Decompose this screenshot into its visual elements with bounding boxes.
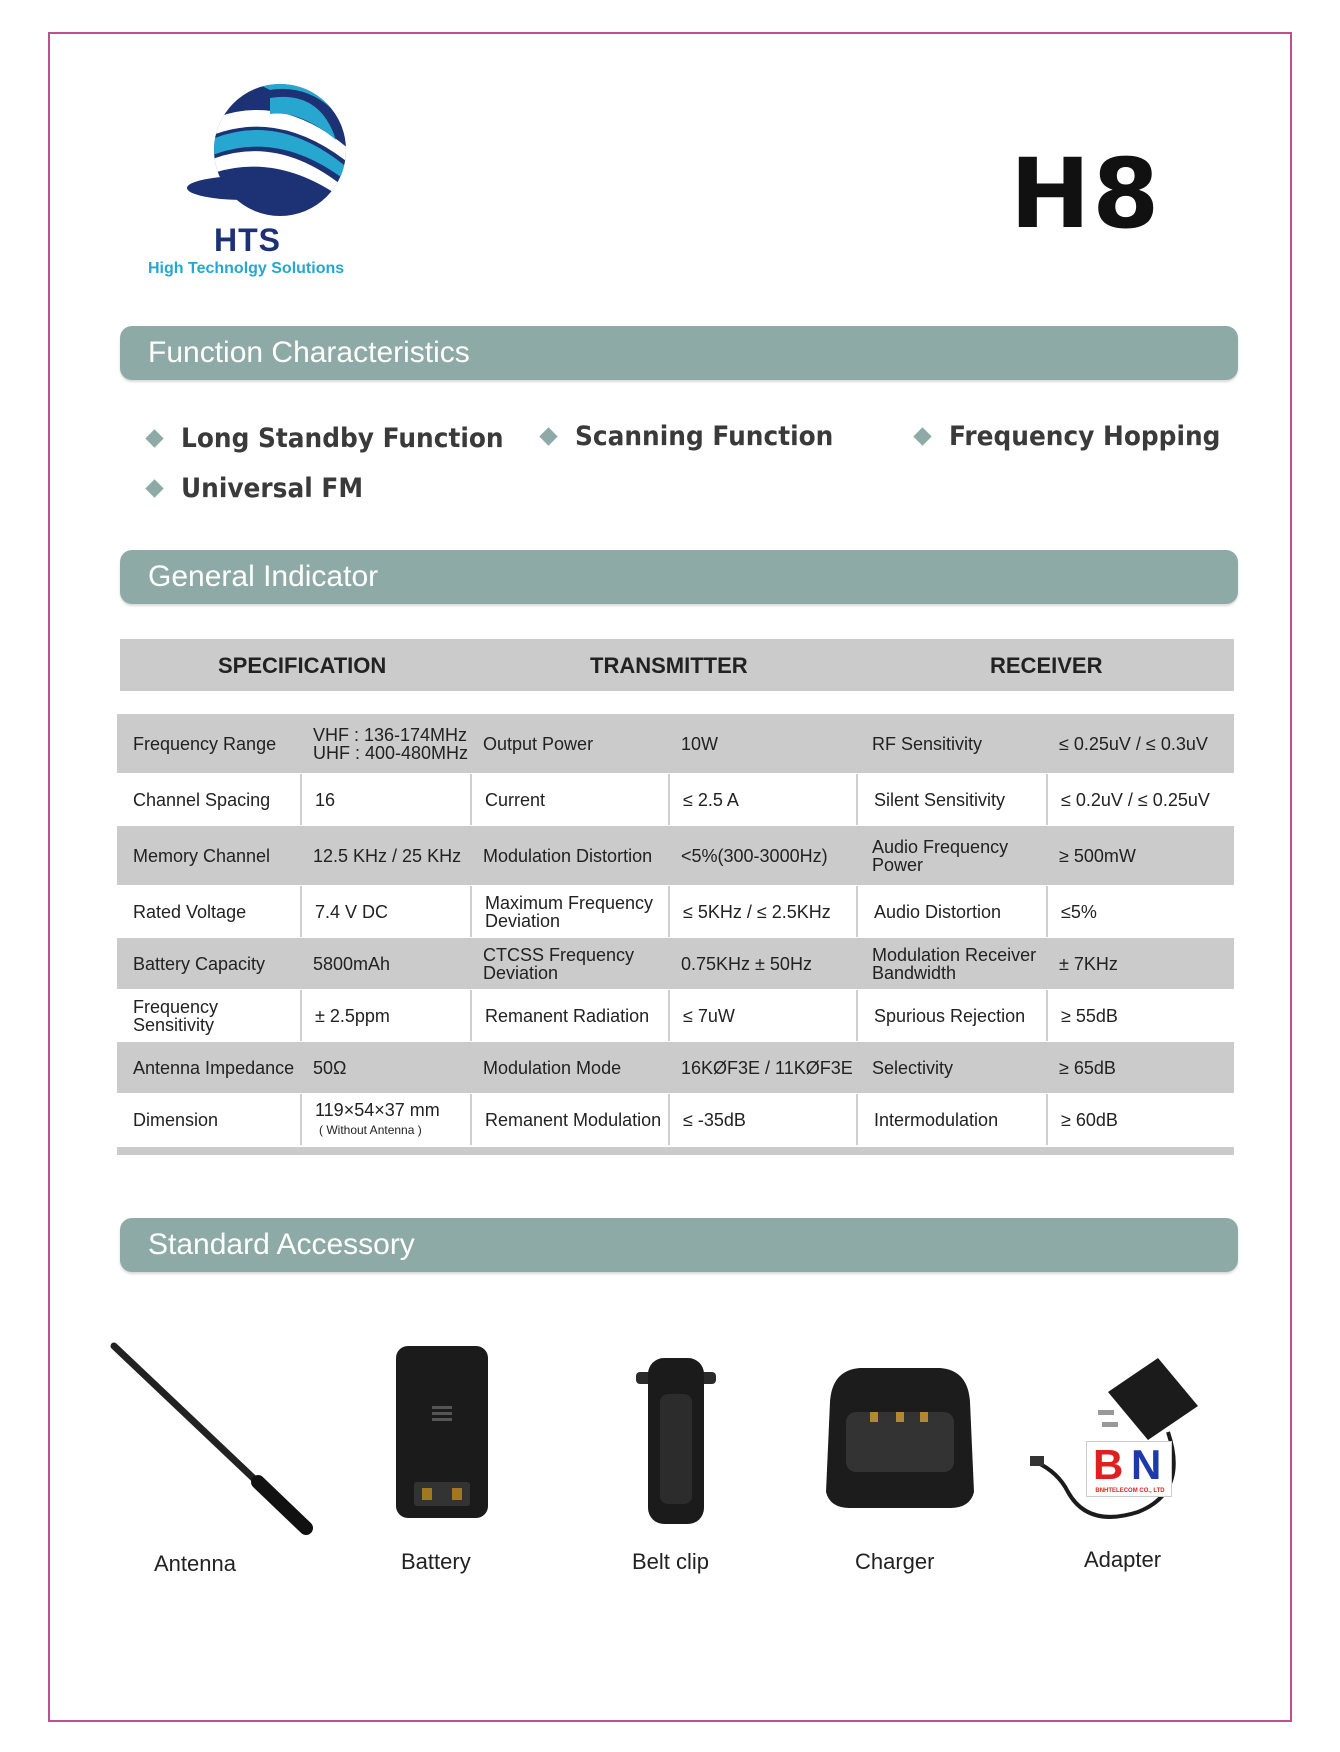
feature-item xyxy=(148,473,379,504)
rx-name xyxy=(856,990,1046,1041)
spec-value-text: ± 2.5ppm xyxy=(315,1005,390,1026)
table-row xyxy=(117,1042,1234,1094)
section-title: Function Characteristics xyxy=(148,336,470,369)
tx-name xyxy=(470,1042,668,1093)
tx-value xyxy=(668,1042,856,1093)
tx-value-text: 0.75KHz ± 50Hz xyxy=(681,953,812,974)
section-function xyxy=(120,326,1238,380)
spec-name xyxy=(117,826,300,885)
spec-name-text: Frequency Range xyxy=(133,733,277,754)
tx-name xyxy=(470,714,668,773)
watermark-letter: N xyxy=(1131,1441,1162,1488)
tx-value xyxy=(668,774,856,825)
rx-name-text: Audio Frequency Power xyxy=(872,836,1009,875)
tx-value xyxy=(668,826,856,885)
tx-name xyxy=(470,938,668,989)
spec-name-text: Battery Capacity xyxy=(133,953,266,974)
section-title: General Indicator xyxy=(148,560,379,593)
table-row xyxy=(117,714,1234,774)
table-row xyxy=(117,1094,1234,1146)
rx-value xyxy=(1046,826,1234,885)
rx-name xyxy=(856,1094,1046,1145)
spec-value xyxy=(300,774,470,825)
rx-name-text: RF Sensitivity xyxy=(872,733,983,754)
dimension-note: ( Without Antenna ) xyxy=(319,1122,422,1137)
tx-name-text: Modulation Mode xyxy=(483,1057,622,1078)
rx-name-text: Spurious Rejection xyxy=(874,1005,1026,1026)
spec-name-text: Antenna Impedance xyxy=(133,1057,295,1078)
table-bottom-rule xyxy=(117,1147,1234,1155)
rx-value-text: ≤ 0.2uV / ≤ 0.25uV xyxy=(1061,789,1210,810)
spec-value-text: 12.5 KHz / 25 KHz xyxy=(313,845,462,866)
section-title: Standard Accessory xyxy=(148,1228,415,1261)
table-header xyxy=(120,639,1234,691)
diamond-bullet-icon xyxy=(539,427,557,445)
spec-value xyxy=(300,1094,470,1145)
rx-name xyxy=(856,938,1046,989)
tx-value xyxy=(668,714,856,773)
rx-name xyxy=(856,774,1046,825)
tx-value-text: ≤ 2.5 A xyxy=(683,789,739,810)
spec-value-text: 50Ω xyxy=(313,1057,347,1078)
diamond-bullet-icon xyxy=(145,429,163,447)
tx-value xyxy=(668,938,856,989)
rx-value-text: ≥ 55dB xyxy=(1061,1005,1118,1026)
battery-image xyxy=(392,1342,492,1522)
spec-name-text: Channel Spacing xyxy=(133,789,271,810)
rx-value xyxy=(1046,1094,1234,1145)
feature-item xyxy=(916,421,1244,452)
rx-name xyxy=(856,714,1046,773)
rx-value xyxy=(1046,714,1234,773)
spec-name xyxy=(117,1094,300,1145)
tx-name-text: Remanent Radiation xyxy=(485,1005,650,1026)
spec-value-text: VHF : 136-174MHz UHF : 400-480MHz xyxy=(313,724,469,763)
tx-name xyxy=(470,826,668,885)
tx-name xyxy=(470,990,668,1041)
section-general xyxy=(120,550,1238,604)
rx-name-text: Silent Sensitivity xyxy=(874,789,1006,810)
spec-value xyxy=(300,826,470,885)
rx-value xyxy=(1046,990,1234,1041)
spec-name xyxy=(117,990,300,1041)
spec-name-text: Frequency Sensitivity xyxy=(133,996,219,1035)
spec-value-text: 16 xyxy=(315,789,336,810)
spec-name-text: Dimension xyxy=(133,1109,219,1130)
tx-name xyxy=(470,774,668,825)
rx-name xyxy=(856,1042,1046,1093)
rx-name xyxy=(856,826,1046,885)
section-accessory xyxy=(120,1218,1238,1272)
tx-name-text: Maximum Frequency Deviation xyxy=(485,892,654,931)
watermark-letter: B xyxy=(1093,1441,1124,1488)
table-row xyxy=(117,774,1234,826)
spec-value xyxy=(300,938,470,989)
tx-value-text: 10W xyxy=(681,733,719,754)
feature-item xyxy=(148,423,532,454)
spec-name xyxy=(117,1042,300,1093)
charger-image xyxy=(820,1362,980,1512)
tx-value-text: 16KØF3E / 11KØF3E xyxy=(681,1057,853,1078)
rx-value-text: ≥ 500mW xyxy=(1059,845,1136,866)
tx-value-text: ≤ 5KHz / ≤ 2.5KHz xyxy=(683,901,831,922)
header-specification: SPECIFICATION xyxy=(218,653,387,678)
rx-value-text: ≤ 0.25uV / ≤ 0.3uV xyxy=(1059,733,1208,754)
tx-name-text: CTCSS Frequency Deviation xyxy=(483,944,635,983)
accessory-label: Charger xyxy=(855,1549,935,1574)
rx-value-text: ≥ 60dB xyxy=(1061,1109,1118,1130)
spec-name xyxy=(117,886,300,937)
accessory-label: Antenna xyxy=(154,1551,236,1576)
model-title: H8 xyxy=(1010,138,1162,250)
spec-name-text: Rated Voltage xyxy=(133,901,247,922)
watermark-sub: BNHTELECOM CO., LTD xyxy=(1095,1488,1165,1494)
rx-name xyxy=(856,886,1046,937)
accessory-label: Adapter xyxy=(1084,1547,1162,1572)
tx-value xyxy=(668,886,856,937)
table-row xyxy=(117,886,1234,938)
header-transmitter: TRANSMITTER xyxy=(590,653,748,678)
feature-label: Universal FM xyxy=(181,473,364,504)
spec-value-text: 7.4 V DC xyxy=(315,901,389,922)
spec-value xyxy=(300,1042,470,1093)
table-row xyxy=(117,938,1234,990)
tx-value xyxy=(668,1094,856,1145)
belt-clip-image xyxy=(634,1354,718,1528)
spec-name xyxy=(117,938,300,989)
rx-value-text: ± 7KHz xyxy=(1059,953,1118,974)
brand-tagline: High Technolgy Solutions xyxy=(148,260,345,277)
diamond-bullet-icon xyxy=(145,479,163,497)
accessory-label: Battery xyxy=(401,1549,471,1574)
rx-name-text: Modulation Receiver Bandwidth xyxy=(872,944,1037,983)
brand-name: HTS xyxy=(214,222,281,258)
rx-name-text: Audio Distortion xyxy=(874,901,1002,922)
spec-value xyxy=(300,886,470,937)
table-row xyxy=(117,990,1234,1042)
rx-value xyxy=(1046,1042,1234,1093)
header-receiver: RECEIVER xyxy=(990,653,1103,678)
rx-value xyxy=(1046,886,1234,937)
tx-name xyxy=(470,1094,668,1145)
spec-name xyxy=(117,774,300,825)
tx-value-text: <5%(300-3000Hz) xyxy=(681,845,828,866)
feature-label: Frequency Hopping xyxy=(949,421,1221,452)
hts-logo xyxy=(150,80,370,280)
rx-name-text: Selectivity xyxy=(872,1057,954,1078)
spec-value xyxy=(300,990,470,1041)
rx-value xyxy=(1046,774,1234,825)
tx-value xyxy=(668,990,856,1041)
spec-value xyxy=(300,714,470,773)
rx-name-text: Intermodulation xyxy=(874,1109,999,1130)
tx-name xyxy=(470,886,668,937)
spec-value-text: 5800mAh xyxy=(313,953,391,974)
tx-name-text: Output Power xyxy=(483,733,594,754)
tx-name-text: Remanent Modulation xyxy=(485,1109,662,1130)
globe-logo-icon xyxy=(150,80,370,230)
bn-watermark-logo xyxy=(1086,1441,1172,1497)
tx-name-text: Modulation Distortion xyxy=(483,845,653,866)
accessory-label: Belt clip xyxy=(632,1549,710,1574)
diamond-bullet-icon xyxy=(913,427,931,445)
rx-value-text: ≤5% xyxy=(1061,901,1097,922)
spec-name-text: Memory Channel xyxy=(133,845,271,866)
tx-value-text: ≤ -35dB xyxy=(683,1109,746,1130)
feature-label: Scanning Function xyxy=(575,421,834,452)
spec-name xyxy=(117,714,300,773)
antenna-image xyxy=(108,1340,318,1540)
tx-name-text: Current xyxy=(485,789,546,810)
spec-value-text: 119×54×37 mm xyxy=(315,1099,440,1120)
rx-value xyxy=(1046,938,1234,989)
tx-value-text: ≤ 7uW xyxy=(683,1005,735,1026)
rx-value-text: ≥ 65dB xyxy=(1059,1057,1116,1078)
feature-label: Long Standby Function xyxy=(181,423,504,454)
table-row xyxy=(117,826,1234,886)
feature-item xyxy=(542,421,856,452)
spec-table xyxy=(117,714,1234,1146)
